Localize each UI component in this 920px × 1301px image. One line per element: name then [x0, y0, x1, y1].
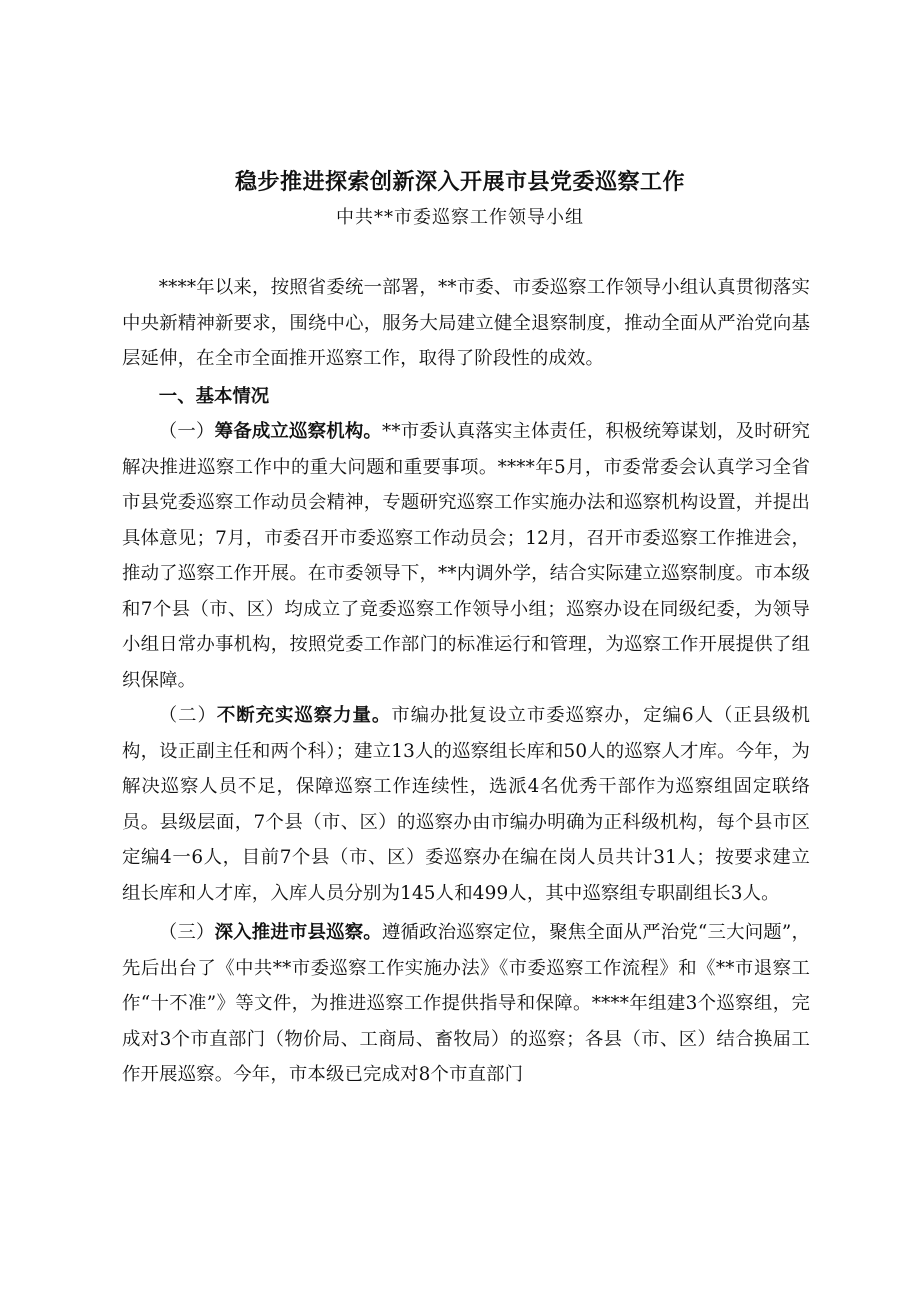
item-lead: 不断充实巡察力量。 — [216, 705, 392, 726]
item-lead: 筹备成立巡察机构。 — [214, 421, 383, 442]
document-author: 中共**市委巡察工作领导小组 — [336, 207, 584, 228]
item-text: **市委认真落实主体责任，积极统筹谋划，及时研究解决推进巡察工作中的重大问题和重要事项。****年5月，市委常委会认真学习全省市县党委巡察工作动员会精神，专题研究巡察工作实施办法和巡察机构设置，并提出具体意见；7月，市委召开市委巡察工作动员会；12月，召开市委巡察工作推进会，推动了巡察工作开展。在市委领导下，**内调外学，结合实际建立巡察制度。市本级和7个县（市、区）均成立了竟委巡察工作领导小组；巡察办设在同级纪委，为领导小组日常办事机构，按照党委工作部门的标准运行和管理，为巡察工作开展提供了组织保障。 — [122, 421, 810, 691]
intro-paragraph: ****年以来，按照省委统一部署，**市委、市委巡察工作领导小组认真贯彻落实中央新精神新要求，围绕中心，服务大局建立健全退察制度，推动全面从严治党向基层延伸，在全市全面推开巡察工作，取得了阶段性的成效。 — [122, 277, 810, 369]
document-title: 稳步推进探索创新深入开展市县党委巡察工作 — [234, 170, 685, 195]
section-item-3 — [122, 915, 810, 1093]
item-lead: 深入推进市县巡察。 — [214, 922, 382, 943]
item-text: 市编办批复设立市委巡察办，定编6人（正县级机构，设正副主任和两个科）；建立13人的巡察组长库和50人的巡察人才库。今年，为解决巡察人员不足，保障巡察工作连续性，选派4名优秀干部作为巡察组固定联络员。县级层面，7个县（市、区）的巡察办由市编办明确为正科级机构，每个县市区定编4一6人，目前7个县（市、区）委巡察办在编在岗人员共计31人；按要求建立组长库和人才库，入库人员分别为145人和499人，其中巡察组专职副组长3人。 — [122, 705, 810, 904]
item-number: （二） — [158, 705, 217, 726]
item-number: （三） — [158, 922, 215, 943]
section-item-2 — [122, 698, 810, 911]
section-item-1 — [122, 414, 810, 698]
section-heading: 一、基本情况 — [158, 385, 270, 407]
document-body — [122, 270, 810, 1093]
item-number: （一） — [158, 421, 215, 442]
item-text: 遵循政治巡察定位，聚焦全面从严治党“三大问题”，先后出台了《中共**市委巡察工作实施办法》《市委巡察工作流程》和《**市退察工作“十不准”》等文件，为推进巡察工作提供指导和保障。****年组建3个巡察组，完成对3个市直部门（物价局、工商局、畜牧局）的巡察；各县（市、区）结合换届工作开展巡察。今年，市本级已完成对8个市直部门 — [122, 922, 811, 1085]
